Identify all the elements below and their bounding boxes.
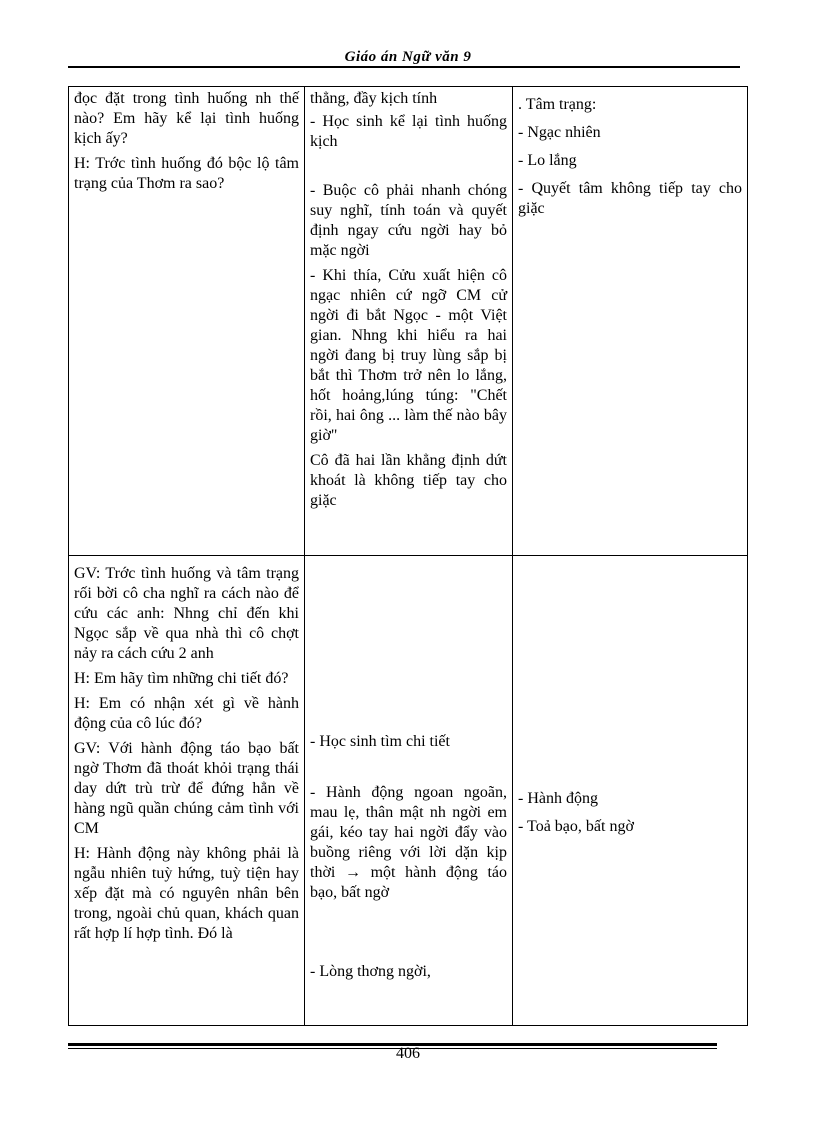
student-answer: - Lòng thơng ngời, bbox=[310, 963, 431, 980]
header-rule bbox=[68, 66, 740, 68]
note-line: - Toả bạo, bất ngờ bbox=[518, 818, 634, 835]
teacher-question: GV: Trớc tình huống và tâm trạng rối bời cô cha nghĩ ra cách nào để cứu các anh: Nhng chỉ đến khi Ngọc sắp về qua nhà thì cô chợt nảy ra cách cứu 2 anh bbox=[74, 565, 299, 662]
student-answer: thẳng, đầy kịch tính bbox=[310, 90, 438, 107]
notes-cell bbox=[513, 556, 748, 1026]
teacher-question: GV: Với hành động táo bạo bất ngờ Thơm đã thoát khỏi trạng thái day dứt trù trừ để đứng hẳn về hàng ngũ quần chúng cảm tình với CM bbox=[74, 740, 299, 837]
student-activity-cell bbox=[305, 87, 513, 556]
student-answer: - Học sinh tìm chi tiết bbox=[310, 733, 450, 750]
note-line: - Hành động bbox=[518, 790, 598, 807]
teacher-question: H: Em có nhận xét gì về hành động của cô lúc đó? bbox=[74, 695, 299, 732]
teacher-question: đọc đặt trong tình huống nh thế nào? Em hãy kể lại tình huống kịch ấy? bbox=[74, 90, 299, 147]
teacher-question: H: Em hãy tìm những chi tiết đó? bbox=[74, 670, 289, 687]
student-answer: - Học sinh kể lại tình huống kịch bbox=[310, 113, 507, 150]
note-line: . Tâm trạng: bbox=[518, 96, 597, 113]
teacher-activity-cell bbox=[69, 556, 305, 1026]
table-row bbox=[69, 556, 748, 1026]
lesson-plan-table bbox=[68, 86, 748, 1026]
table-row bbox=[69, 87, 748, 556]
student-answer: - Khi thía, Cửu xuất hiện cô ngạc nhiên cứ ngỡ CM cử ngời đi bắt Ngọc - một Việt gian. Nhng khi hiểu ra hai ngời đang bị truy lùng sắp bị bắt thì Thơm trở nên lo lắng, hốt hoảng,lúng túng: "Chết rồi, hai ông ... làm thế nào bây giờ" bbox=[310, 267, 507, 444]
student-answer: - Buộc cô phải nhanh chóng suy nghĩ, tính toán và quyết định ngay cứu ngời hay bỏ mặc ngời bbox=[310, 182, 507, 259]
teacher-question: H: Trớc tình huống đó bộc lộ tâm trạng của Thơm ra sao? bbox=[74, 155, 299, 192]
notes-cell bbox=[513, 87, 748, 556]
page-header-title: Giáo án Ngữ văn 9 bbox=[344, 49, 472, 65]
teacher-question: H: Hành động này không phải là ngẫu nhiên tuỳ hứng, tuỳ tiện hay xếp đặt mà có nguyên nhân bên trong, ngoài chủ quan, khách quan rất hợp lí hợp tình. Đó là bbox=[74, 845, 299, 942]
student-answer: - Hành động ngoan ngoãn, mau lẹ, thân mật nh ngời em gái, kéo tay hai ngời đẩy vào buồng riêng với lời dặn kịp thời → một hành động táo bạo, bất ngờ bbox=[310, 784, 507, 901]
note-line: - Quyết tâm không tiếp tay cho giặc bbox=[518, 180, 742, 217]
student-answer: Cô đã hai lần khẳng định dứt khoát là không tiếp tay cho giặc bbox=[310, 452, 507, 509]
student-activity-cell bbox=[305, 556, 513, 1026]
note-line: - Lo lắng bbox=[518, 152, 577, 169]
page-number: 406 bbox=[396, 1045, 420, 1062]
teacher-activity-cell bbox=[69, 87, 305, 556]
note-line: - Ngạc nhiên bbox=[518, 124, 601, 141]
